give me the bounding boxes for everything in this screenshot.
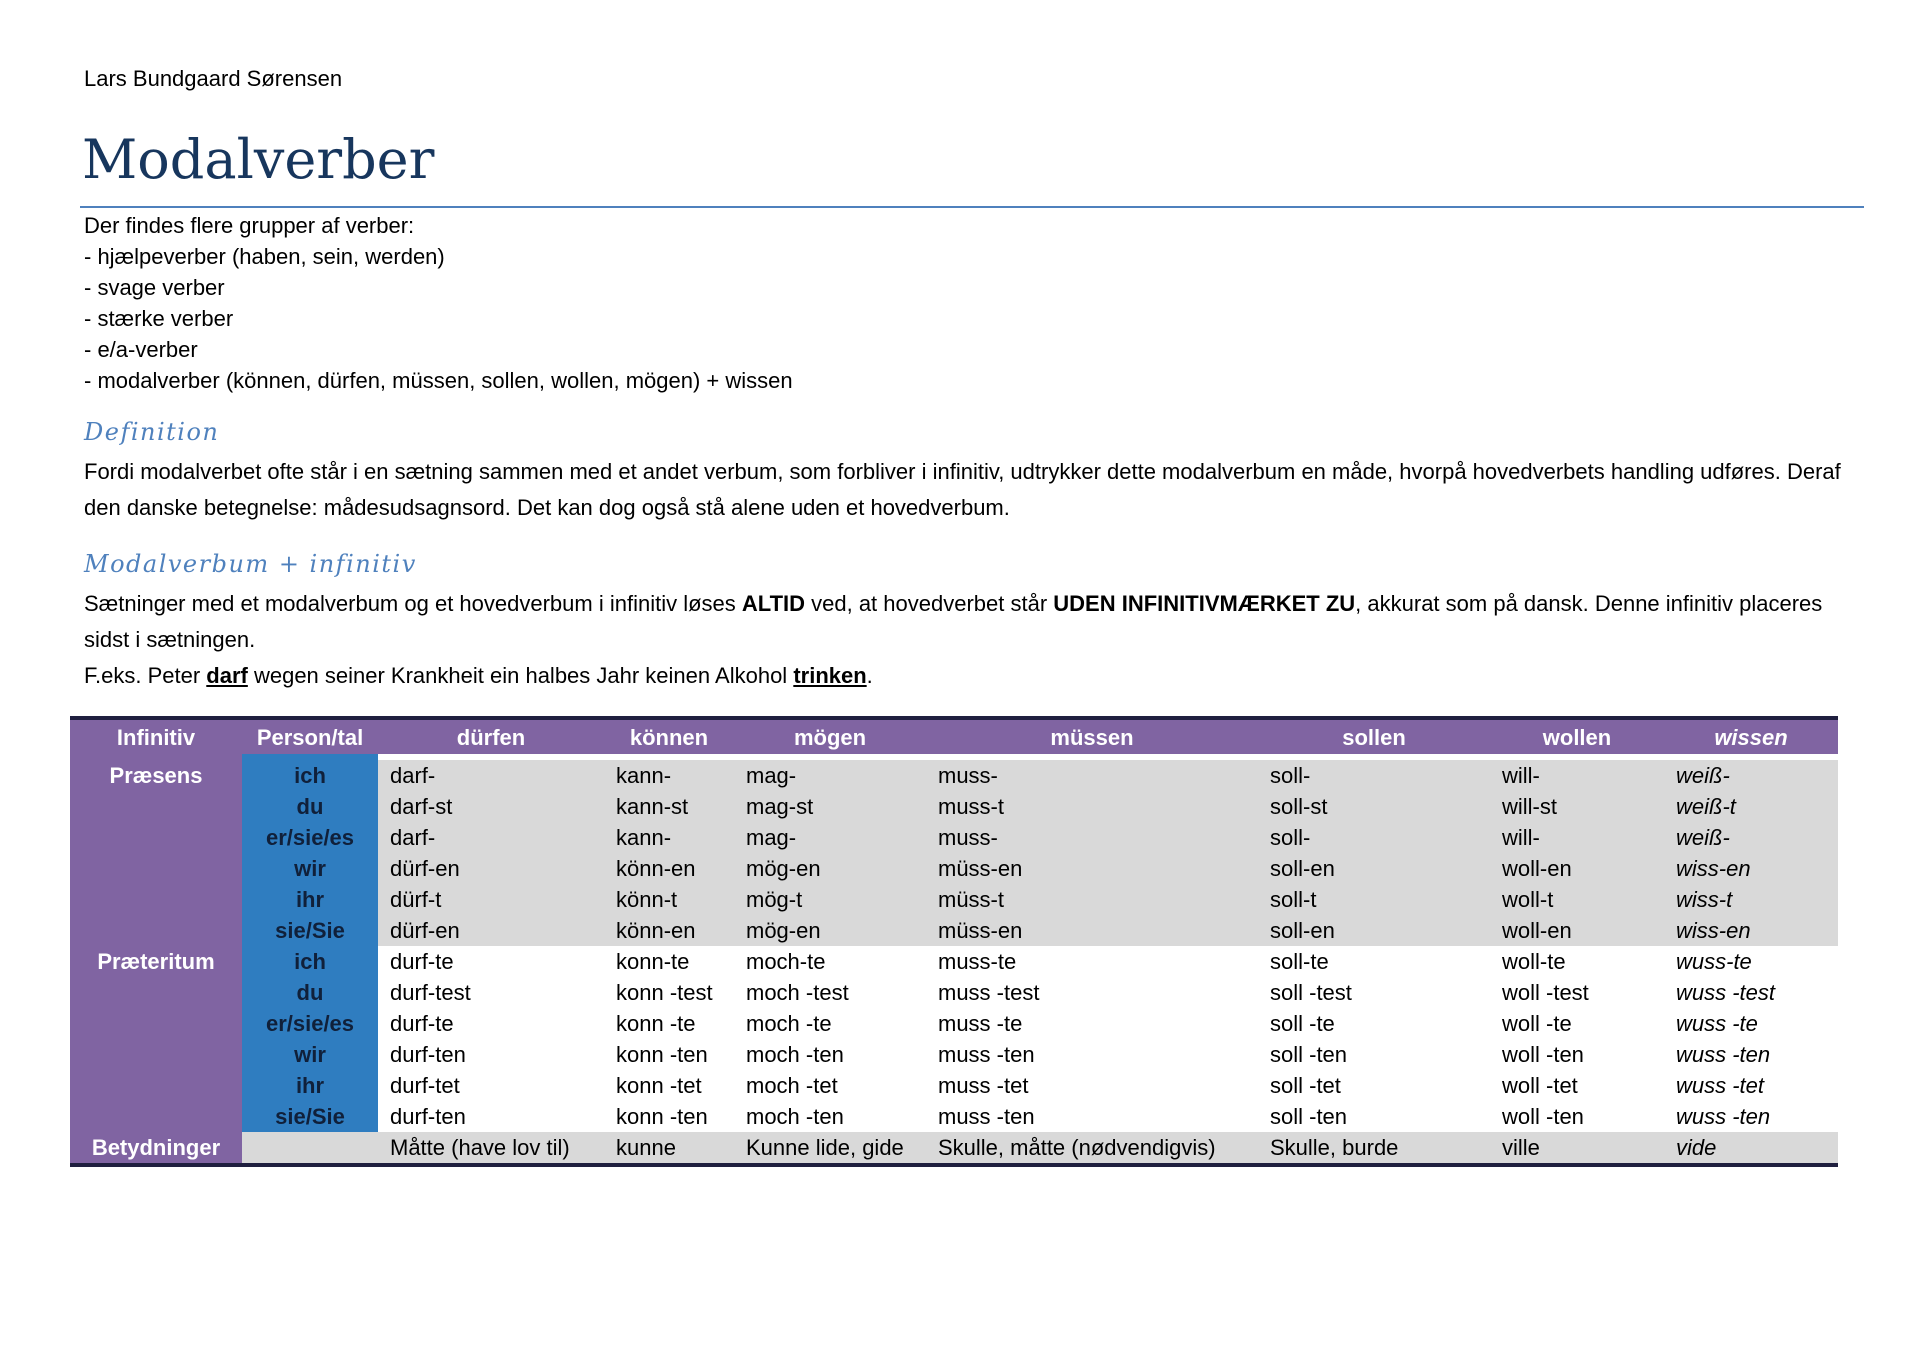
- list-item: - modalverber (können, dürfen, müssen, sollen, wollen, mögen) + wissen: [84, 368, 793, 393]
- conjugation-cell: woll-en: [1490, 853, 1664, 884]
- column-header: mögen: [734, 718, 926, 754]
- conjugation-cell: will-: [1490, 760, 1664, 791]
- conjugation-cell: soll -te: [1270, 1011, 1335, 1036]
- table-row: [70, 1039, 1838, 1070]
- table-row: [70, 946, 1838, 977]
- column-header: wollen: [1490, 718, 1664, 754]
- conjugation-cell: woll-t: [1490, 884, 1664, 915]
- table-row: [70, 884, 1838, 915]
- conjugation-cell: muss -test: [938, 980, 1040, 1005]
- table-row: [70, 1070, 1838, 1101]
- tense-cell: [70, 1070, 242, 1101]
- conjugation-cell: soll -ten: [1270, 1042, 1348, 1067]
- conjugation-cell: mag-: [734, 822, 926, 853]
- conjugation-cell: wiss-en: [1664, 853, 1838, 884]
- conjugation-cell: wiss-en: [1664, 915, 1838, 946]
- meaning-cell: Skulle, burde: [1258, 1132, 1490, 1165]
- conjugation-cell: dürf-t: [378, 884, 604, 915]
- conjugation-cell: soll -ten: [1270, 1104, 1348, 1129]
- conjugation-cell: müss-t: [926, 884, 1258, 915]
- modal-infinitive-heading: Modalverbum + infinitiv: [84, 550, 417, 578]
- table-header-row: [70, 718, 1838, 754]
- conjugation-cell: soll-en: [1258, 915, 1490, 946]
- text-run: wegen seiner Krankheit ein halbes Jahr keinen Alkohol: [247, 663, 794, 688]
- conjugation-cell: weiß-: [1664, 760, 1838, 791]
- person-cell: ich: [242, 760, 378, 791]
- conjugation-cell: wuss -ten: [1676, 1042, 1771, 1067]
- conjugation-cell: könn-en: [604, 915, 734, 946]
- conjugation-cell: wuss -test: [1676, 980, 1776, 1005]
- person-cell: ihr: [242, 884, 378, 915]
- conjugation-cell: konn -tet: [616, 1073, 702, 1098]
- tense-cell: Præsens: [70, 760, 242, 791]
- column-header: Infinitiv: [70, 718, 242, 754]
- conjugation-cell: kann-st: [604, 791, 734, 822]
- conjugation-cell: darf-: [378, 822, 604, 853]
- meaning-cell: Kunne lide, gide: [734, 1132, 926, 1165]
- meaning-cell: Måtte (have lov til): [378, 1132, 604, 1165]
- conjugation-cell: soll-t: [1258, 884, 1490, 915]
- conjugation-cell: mag-: [734, 760, 926, 791]
- conjugation-cell: woll -ten: [1502, 1042, 1584, 1067]
- tense-cell: [70, 791, 242, 822]
- tense-cell: Præteritum: [70, 946, 242, 977]
- conjugation-cell: will-st: [1490, 791, 1664, 822]
- conjugation-cell: soll-en: [1258, 853, 1490, 884]
- conjugation-cell: soll -tet: [1270, 1073, 1341, 1098]
- conjugation-cell: moch-te: [746, 949, 826, 974]
- tense-cell: Betydninger: [70, 1132, 242, 1165]
- page-title: Modalverber: [82, 128, 435, 191]
- conjugation-cell: moch -test: [746, 980, 849, 1005]
- table-row: [70, 853, 1838, 884]
- conjugation-cell: muss-: [926, 760, 1258, 791]
- definition-heading: Definition: [84, 418, 220, 446]
- example-modal-verb: darf: [206, 663, 248, 688]
- person-cell: du: [242, 791, 378, 822]
- modal-infinitive-paragraph: [84, 586, 1864, 658]
- table-row: [70, 915, 1838, 946]
- list-item: - e/a-verber: [84, 337, 198, 362]
- definition-paragraph: Fordi modalverbet ofte står i en sætning sammen med et andet verbum, som forbliver i infinitiv, udtrykker dette modalverbum en måde, hvorpå hovedverbets handling udføres. Deraf den danske betegnelse: mådesudsagnsord. Det kan dog også stå alene uden et hovedverbum.: [84, 459, 1841, 520]
- text-run: ved, at hovedverbet står: [805, 591, 1054, 616]
- conjugation-cell: muss -tet: [938, 1073, 1029, 1098]
- tense-cell: [70, 915, 242, 946]
- column-header: dürfen: [378, 718, 604, 754]
- conjugation-cell: dürf-en: [378, 915, 604, 946]
- conjugation-cell: durf-test: [390, 980, 471, 1005]
- conjugation-cell: will-: [1490, 822, 1664, 853]
- person-cell: ihr: [242, 1070, 378, 1101]
- conjugation-cell: muss -te: [938, 1011, 1023, 1036]
- person-cell: [242, 1132, 378, 1165]
- conjugation-cell: mög-en: [734, 853, 926, 884]
- person-cell: sie/Sie: [242, 1101, 378, 1132]
- table-row: [70, 760, 1838, 791]
- emphasis-altid: ALTID: [741, 591, 806, 616]
- table-row: [70, 822, 1838, 853]
- meaning-cell: vide: [1664, 1132, 1838, 1165]
- conjugation-cell: konn-te: [616, 949, 690, 974]
- conjugation-cell: könn-en: [604, 853, 734, 884]
- conjugation-cell: soll-: [1258, 822, 1490, 853]
- conjugation-cell: muss -ten: [938, 1042, 1035, 1067]
- conjugation-table: [70, 716, 1838, 1167]
- conjugation-cell: darf-st: [378, 791, 604, 822]
- person-cell: er/sie/es: [242, 822, 378, 853]
- meaning-cell: kunne: [604, 1132, 734, 1165]
- emphasis-zu: UDEN INFINITIVMÆRKET ZU: [1053, 591, 1356, 616]
- conjugation-cell: woll -te: [1502, 1011, 1572, 1036]
- title-divider: [80, 206, 1864, 208]
- conjugation-cell: wuss -te: [1676, 1011, 1758, 1036]
- conjugation-cell: weiß-t: [1664, 791, 1838, 822]
- table-row: [70, 1101, 1838, 1132]
- conjugation-cell: moch -ten: [746, 1104, 844, 1129]
- conjugation-cell: soll-: [1258, 760, 1490, 791]
- conjugation-cell: könn-t: [604, 884, 734, 915]
- conjugation-cell: muss-t: [926, 791, 1258, 822]
- conjugation-cell: darf-: [378, 760, 604, 791]
- conjugation-cell: moch -te: [746, 1011, 832, 1036]
- conjugation-cell: konn -te: [616, 1011, 696, 1036]
- conjugation-cell: konn -ten: [616, 1104, 708, 1129]
- list-item: - stærke verber: [84, 306, 234, 331]
- table-row: [70, 791, 1838, 822]
- meanings-row: [70, 1132, 1838, 1165]
- column-header: wissen: [1664, 718, 1838, 754]
- conjugation-cell: konn -test: [616, 980, 713, 1005]
- conjugation-cell: soll-te: [1270, 949, 1329, 974]
- conjugation-cell: durf-te: [390, 949, 454, 974]
- conjugation-cell: muss -ten: [938, 1104, 1035, 1129]
- text-run: Sætninger med et modalverbum og et hovedverbum i infinitiv løses: [84, 591, 742, 616]
- column-header: müssen: [926, 718, 1258, 754]
- conjugation-cell: woll -tet: [1502, 1073, 1578, 1098]
- conjugation-cell: muss-te: [938, 949, 1017, 974]
- conjugation-cell: moch -tet: [746, 1073, 838, 1098]
- conjugation-cell: wuss -tet: [1676, 1073, 1765, 1098]
- conjugation-cell: soll -test: [1270, 980, 1352, 1005]
- tense-cell: [70, 853, 242, 884]
- conjugation-cell: kann-: [604, 760, 734, 791]
- meaning-cell: ville: [1490, 1132, 1664, 1165]
- conjugation-cell: dürf-en: [378, 853, 604, 884]
- tense-cell: [70, 822, 242, 853]
- table-row: [70, 1008, 1838, 1039]
- column-header: Person/tal: [242, 718, 378, 754]
- tense-cell: [70, 1008, 242, 1039]
- table-row: [70, 977, 1838, 1008]
- person-cell: du: [242, 977, 378, 1008]
- conjugation-cell: woll -test: [1502, 980, 1589, 1005]
- conjugation-cell: durf-te: [390, 1011, 454, 1036]
- tense-cell: [70, 1039, 242, 1070]
- tense-cell: [70, 977, 242, 1008]
- text-run: F.eks. Peter: [84, 663, 207, 688]
- conjugation-cell: müss-en: [926, 915, 1258, 946]
- conjugation-cell: muss-: [926, 822, 1258, 853]
- conjugation-cell: konn -ten: [616, 1042, 708, 1067]
- text-run: , akkurat som på dansk. Denne infinitiv placeres sidst i sætningen.: [84, 591, 1823, 652]
- conjugation-cell: woll -ten: [1502, 1104, 1584, 1129]
- tense-cell: [70, 884, 242, 915]
- definition-text: [84, 454, 1864, 526]
- conjugation-cell: durf-ten: [390, 1042, 466, 1067]
- conjugation-cell: durf-ten: [390, 1104, 466, 1129]
- conjugation-cell: kann-: [604, 822, 734, 853]
- tense-cell: [70, 1101, 242, 1132]
- conjugation-cell: soll-st: [1258, 791, 1490, 822]
- conjugation-cell: müss-en: [926, 853, 1258, 884]
- person-cell: er/sie/es: [242, 1008, 378, 1039]
- conjugation-cell: mag-st: [734, 791, 926, 822]
- column-header: sollen: [1258, 718, 1490, 754]
- person-cell: wir: [242, 853, 378, 884]
- intro-list: [84, 210, 793, 396]
- conjugation-cell: weiß-: [1664, 822, 1838, 853]
- person-cell: ich: [242, 946, 378, 977]
- list-item: - hjælpeverber (haben, sein, werden): [84, 244, 445, 269]
- conjugation-cell: woll-te: [1502, 949, 1566, 974]
- intro-lead: Der findes flere grupper af verber:: [84, 213, 415, 238]
- column-header: können: [604, 718, 734, 754]
- text-run: .: [866, 663, 873, 688]
- conjugation-cell: woll-en: [1490, 915, 1664, 946]
- example-sentence: [84, 658, 1864, 694]
- conjugation-cell: durf-tet: [390, 1073, 460, 1098]
- author-name: Lars Bundgaard Sørensen: [84, 66, 343, 91]
- example-main-verb: trinken: [793, 663, 867, 688]
- modal-infinitive-text: [84, 586, 1864, 694]
- person-cell: sie/Sie: [242, 915, 378, 946]
- conjugation-cell: mög-en: [734, 915, 926, 946]
- conjugation-cell: moch -ten: [746, 1042, 844, 1067]
- conjugation-cell: wuss -ten: [1676, 1104, 1771, 1129]
- meaning-cell: Skulle, måtte (nødvendigvis): [926, 1132, 1258, 1165]
- conjugation-cell: wiss-t: [1664, 884, 1838, 915]
- person-cell: wir: [242, 1039, 378, 1070]
- conjugation-cell: mög-t: [734, 884, 926, 915]
- conjugation-cell: wuss-te: [1676, 949, 1752, 974]
- list-item: - svage verber: [84, 275, 225, 300]
